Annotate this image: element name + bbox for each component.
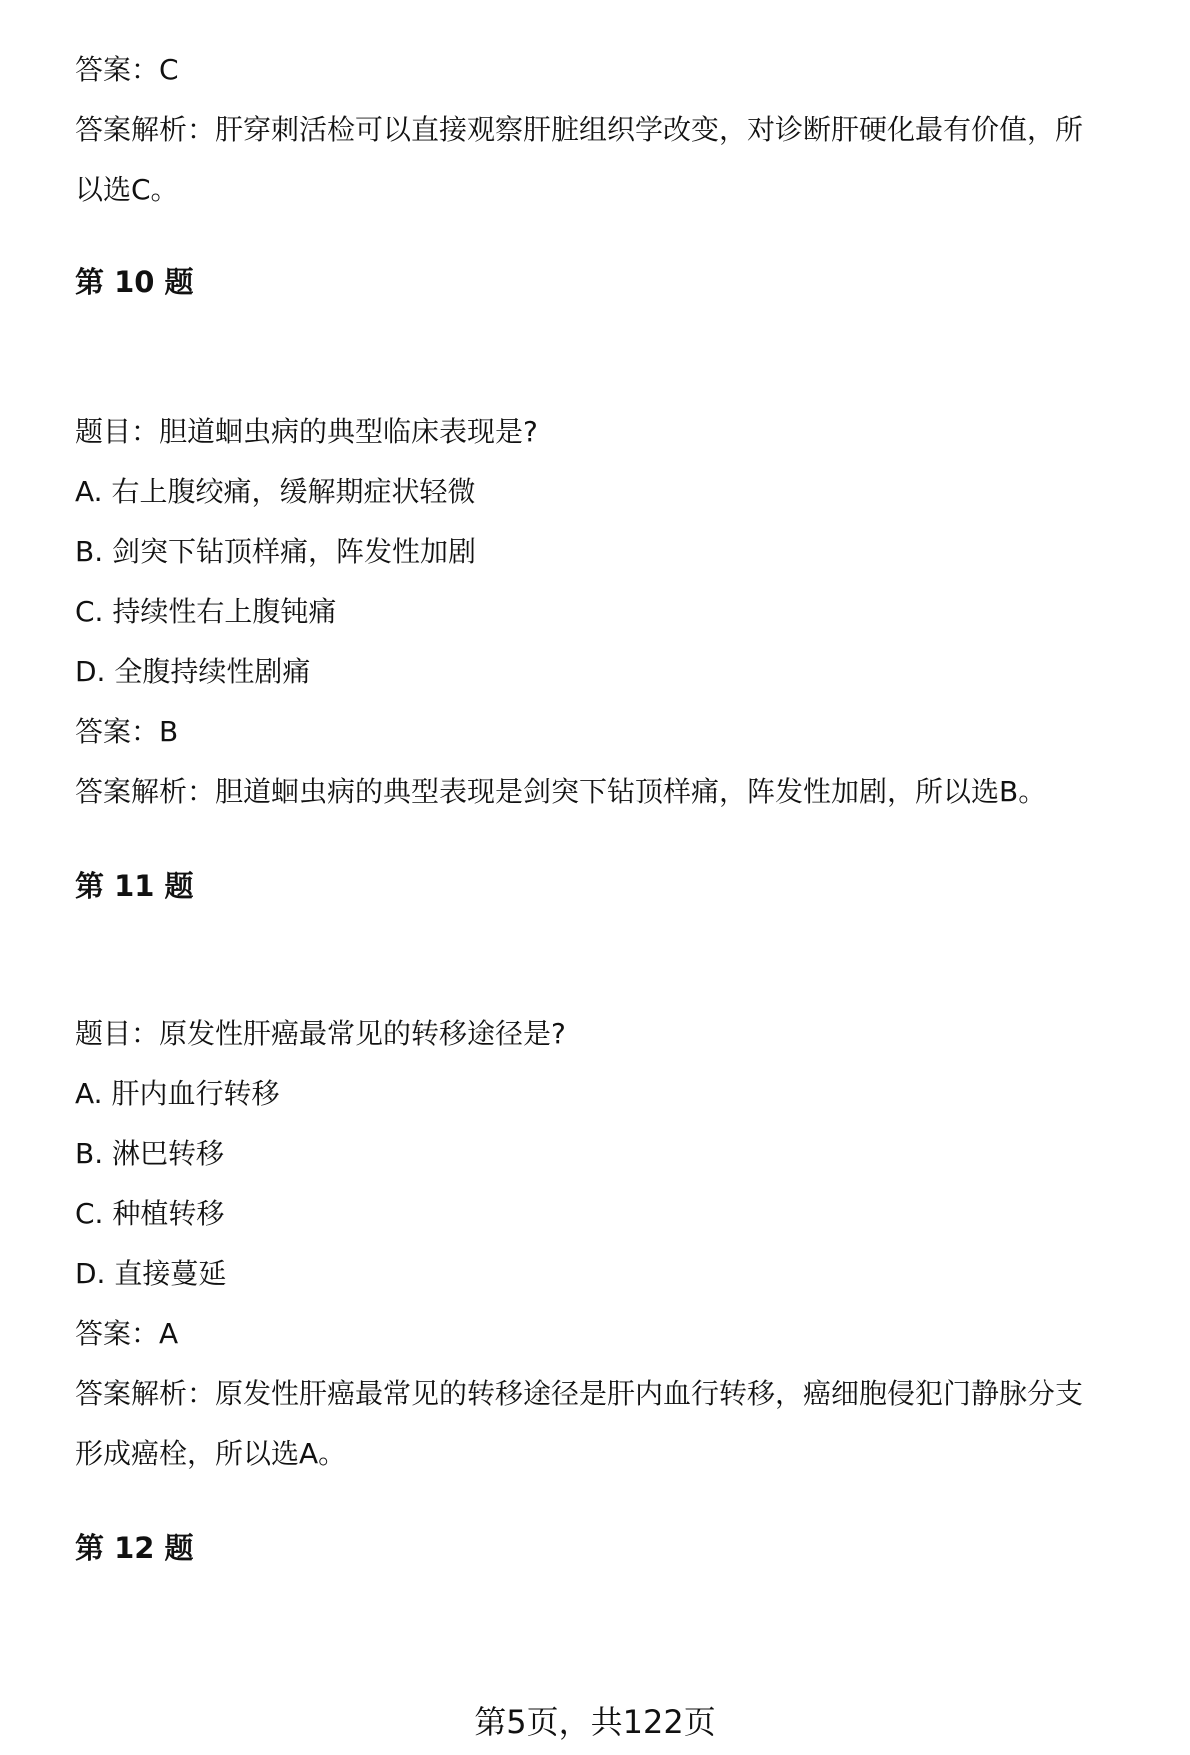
q10-option-b: B. 剑突下钻顶样痛，阵发性加剧 — [75, 535, 477, 568]
q11-option-b: B. 淋巴转移 — [75, 1137, 225, 1170]
q10-answer: 答案：B — [75, 715, 179, 748]
q11-analysis-line1: 答案解析：原发性肝癌最常见的转移途径是肝内血行转移，癌细胞侵犯门静脉分支 — [75, 1377, 1084, 1410]
q9-analysis-line1: 答案解析：肝穿刺活检可以直接观察肝脏组织学改变，对诊断肝硬化最有价值，所 — [75, 113, 1084, 146]
q10-option-c: C. 持续性右上腹钝痛 — [75, 595, 337, 628]
q11-analysis-line2: 形成癌栓，所以选A。 — [75, 1437, 347, 1470]
q10-question: 题目：胆道蛔虫病的典型临床表现是? — [75, 415, 538, 448]
q11-option-d: D. 直接蔓延 — [75, 1257, 227, 1290]
q10-option-a: A. 右上腹绞痛，缓解期症状轻微 — [75, 475, 476, 508]
q10-analysis-line1: 答案解析：胆道蛔虫病的典型表现是剑突下钻顶样痛，阵发性加剧，所以选B。 — [75, 775, 1047, 808]
q9-analysis-line2: 以选C。 — [75, 173, 179, 206]
q11-option-a: A. 肝内血行转移 — [75, 1077, 280, 1110]
page-number: 第5页，共122页 — [474, 1703, 716, 1741]
q10-option-d: D. 全腹持续性剧痛 — [75, 655, 311, 688]
q9-answer: 答案：C — [75, 53, 179, 86]
q11-answer: 答案：A — [75, 1317, 179, 1350]
q11-heading: 第 11 题 — [75, 869, 194, 903]
q10-heading: 第 10 题 — [75, 265, 194, 299]
q11-option-c: C. 种植转移 — [75, 1197, 225, 1230]
q12-heading: 第 12 题 — [75, 1531, 194, 1565]
q11-question: 题目：原发性肝癌最常见的转移途径是? — [75, 1017, 566, 1050]
